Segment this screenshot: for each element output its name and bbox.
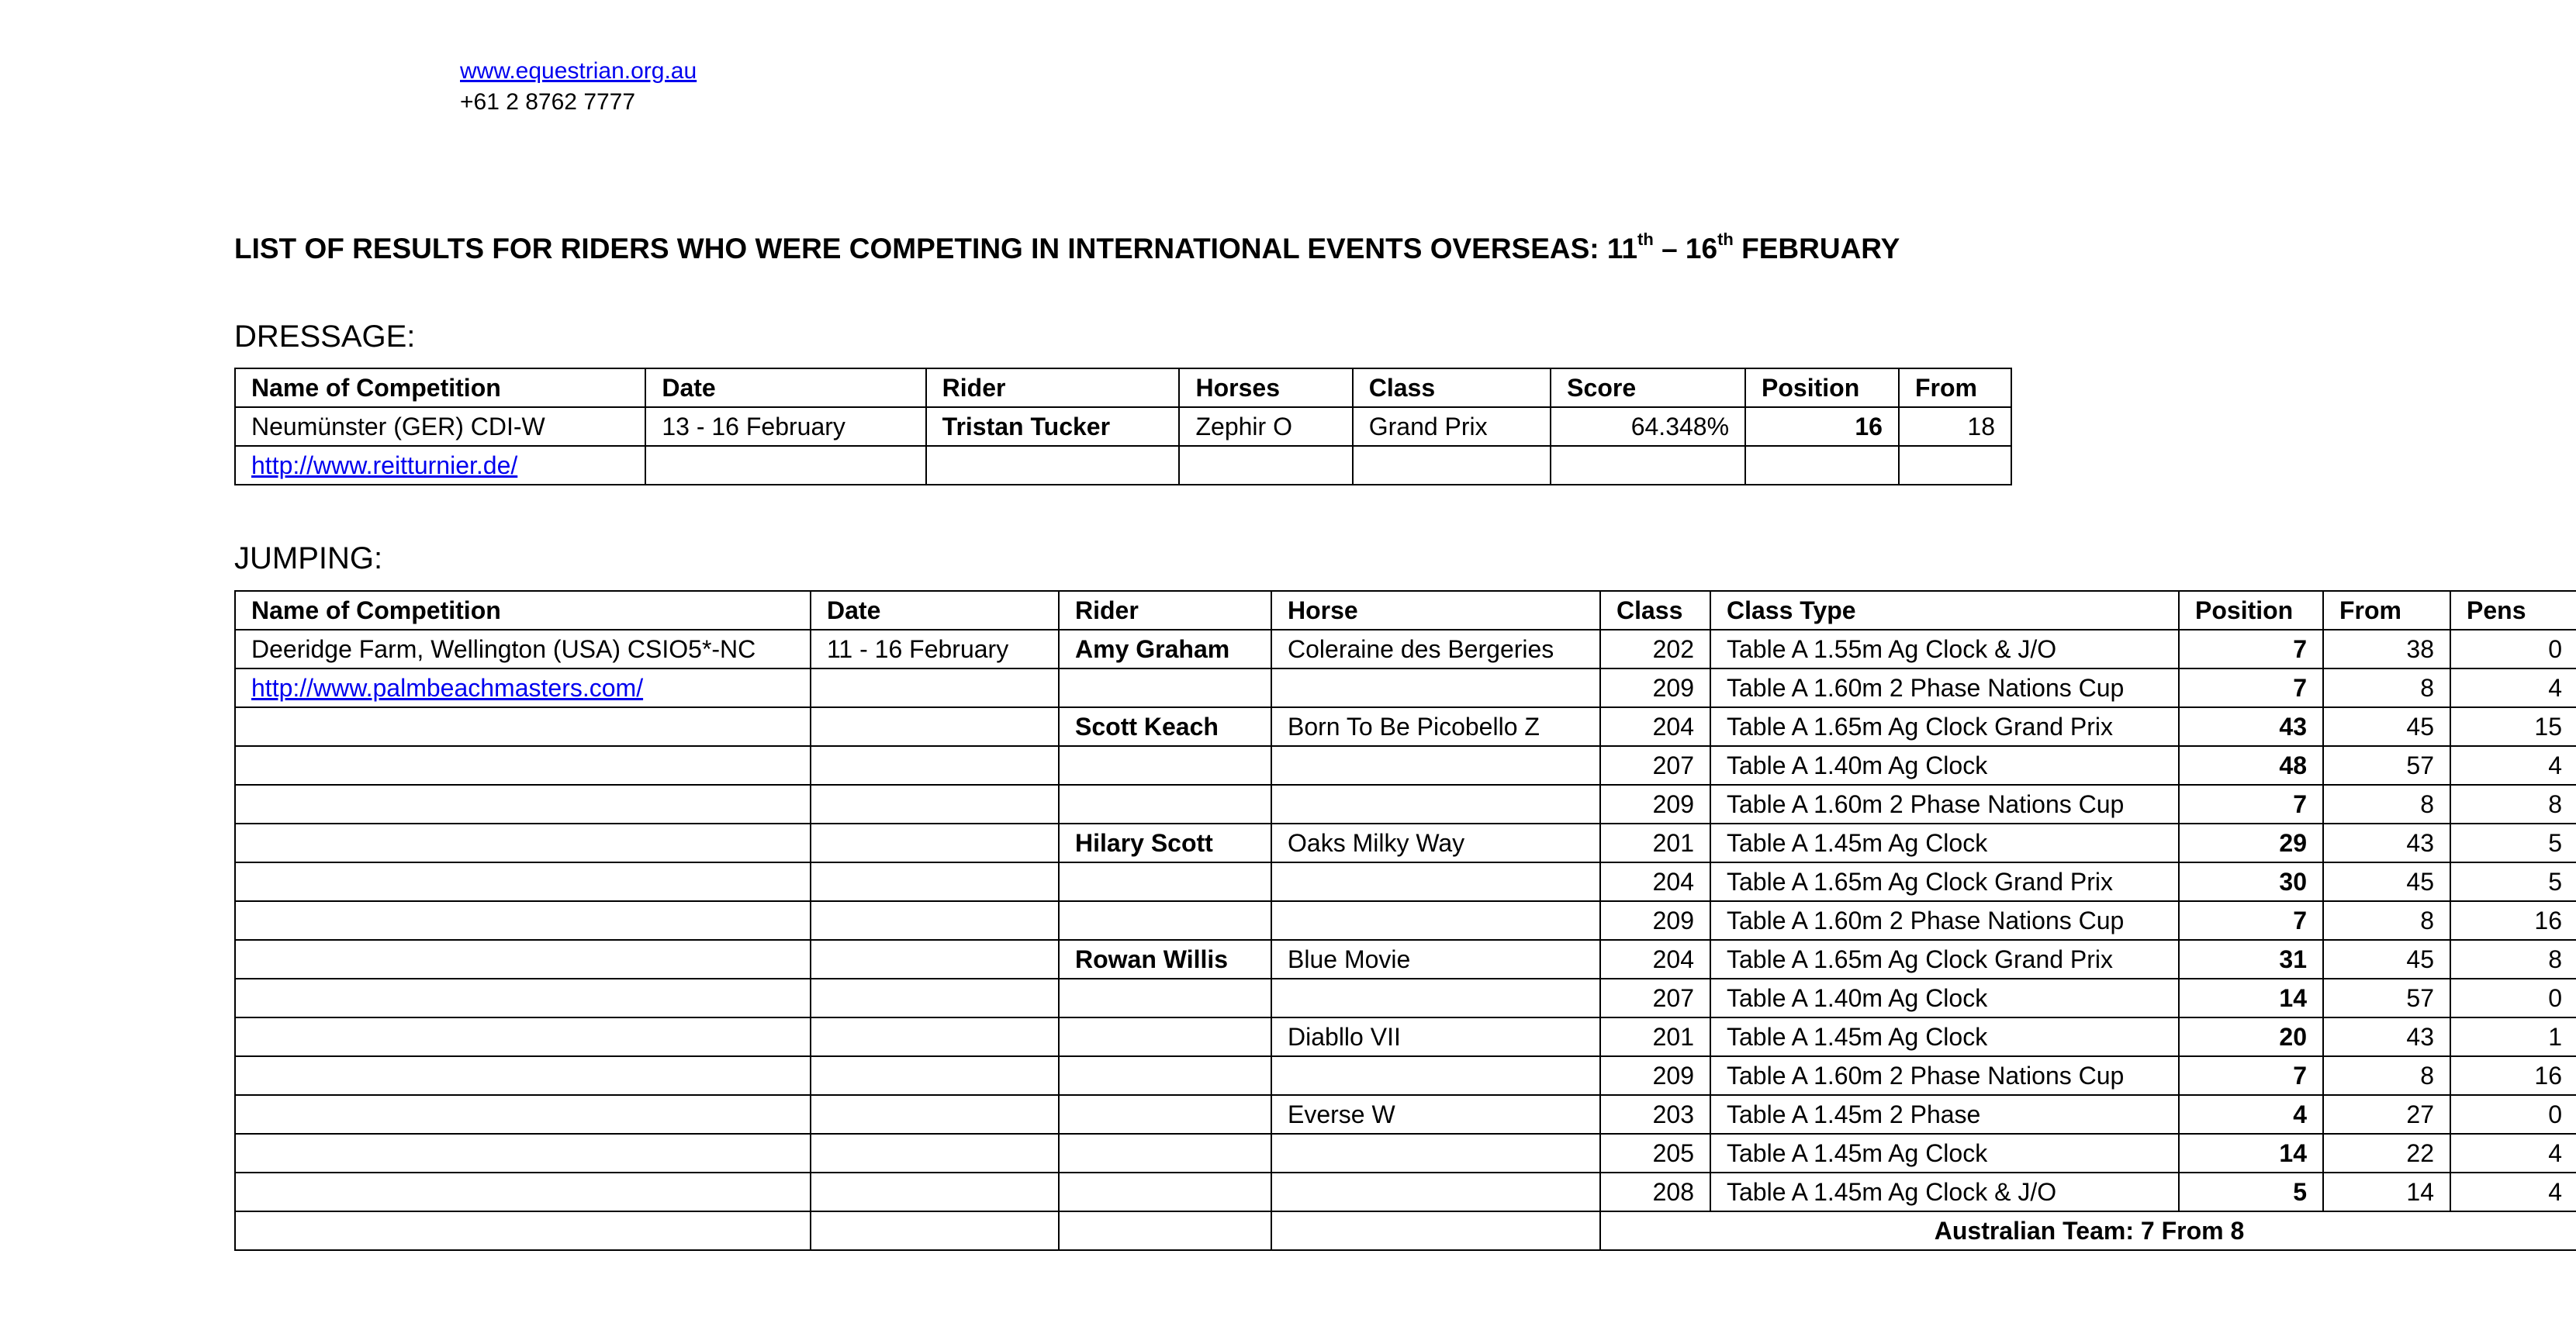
date-cell [811, 1056, 1059, 1095]
title-sup-1: th [1637, 230, 1654, 249]
position-cell: 43 [2179, 707, 2323, 746]
team-result: Australian Team: 7 From 8 [1600, 1211, 2576, 1250]
table-row [235, 901, 2576, 940]
date-cell [811, 901, 1059, 940]
class-type-cell: Table A 1.55m Ag Clock & J/O [1710, 630, 2179, 668]
title-month: FEBRUARY [1733, 233, 1900, 264]
phone-number: +61 2 8762 7777 [460, 89, 636, 115]
competition-link[interactable]: http://www.palmbeachmasters.com/ [251, 673, 644, 702]
pens-cell: 5 [2450, 862, 2576, 901]
jumping-header-row [235, 591, 2576, 630]
from-cell: 14 [2323, 1173, 2450, 1211]
date-cell [811, 862, 1059, 901]
class-type-cell: Table A 1.65m Ag Clock Grand Prix [1710, 862, 2179, 901]
date-cell [811, 1095, 1059, 1134]
empty-cell [1551, 446, 1745, 485]
position-cell: 5 [2179, 1173, 2323, 1211]
date-cell [811, 707, 1059, 746]
from-cell: 27 [2323, 1095, 2450, 1134]
class-cell: 208 [1600, 1173, 1710, 1211]
rider-cell [1059, 668, 1271, 707]
position-cell: 30 [2179, 862, 2323, 901]
competition-cell [235, 824, 811, 862]
class-type-cell: Table A 1.60m 2 Phase Nations Cup [1710, 1056, 2179, 1095]
position-cell: 14 [2179, 1134, 2323, 1173]
from-cell: 18 [1899, 407, 2011, 446]
competition-cell [235, 862, 811, 901]
from-cell: 38 [2323, 630, 2450, 668]
date-cell [811, 1017, 1059, 1056]
table-row [235, 407, 2011, 446]
position-cell: 4 [2179, 1095, 2323, 1134]
class-type-cell: Table A 1.60m 2 Phase Nations Cup [1710, 901, 2179, 940]
table-row [235, 1134, 2576, 1173]
position-cell: 16 [1745, 407, 1899, 446]
horse-cell: Diabllo VII [1271, 1017, 1600, 1056]
rider-cell [1059, 1134, 1271, 1173]
horse-cell [1271, 1134, 1600, 1173]
page-title [234, 230, 1900, 265]
column-header: From [1899, 368, 2011, 407]
class-cell: 209 [1600, 901, 1710, 940]
position-cell: 14 [2179, 979, 2323, 1017]
dressage-table [234, 368, 2012, 485]
from-cell: 22 [2323, 1134, 2450, 1173]
empty-cell [926, 446, 1180, 485]
class-cell: 209 [1600, 668, 1710, 707]
pens-cell: 5 [2450, 824, 2576, 862]
date-cell [811, 746, 1059, 785]
competition-cell [235, 1095, 811, 1134]
horse-cell [1271, 901, 1600, 940]
column-header: From [2323, 591, 2450, 630]
column-header: Horse [1271, 591, 1600, 630]
pens-cell: 8 [2450, 940, 2576, 979]
class-cell: 209 [1600, 785, 1710, 824]
empty-cell [1059, 1211, 1271, 1250]
empty-cell [645, 446, 925, 485]
competition-cell [235, 901, 811, 940]
empty-cell [1271, 1211, 1600, 1250]
rider-cell [1059, 1017, 1271, 1056]
column-header: Pens [2450, 591, 2576, 630]
position-cell: 7 [2179, 630, 2323, 668]
pens-cell: 0 [2450, 630, 2576, 668]
horse-cell: Born To Be Picobello Z [1271, 707, 1600, 746]
position-cell: 7 [2179, 1056, 2323, 1095]
from-cell: 43 [2323, 1017, 2450, 1056]
jumping-heading: JUMPING: [234, 541, 383, 575]
from-cell: 57 [2323, 746, 2450, 785]
column-header: Class [1353, 368, 1551, 407]
dressage-heading: DRESSAGE: [234, 320, 416, 354]
class-cell: 204 [1600, 940, 1710, 979]
pens-cell: 15 [2450, 707, 2576, 746]
horse-cell [1271, 862, 1600, 901]
competition-cell: Deeridge Farm, Wellington (USA) CSIO5*-NC [235, 630, 811, 668]
class-cell: 203 [1600, 1095, 1710, 1134]
position-cell: 31 [2179, 940, 2323, 979]
pens-cell: 16 [2450, 1056, 2576, 1095]
class-type-cell: Table A 1.65m Ag Clock Grand Prix [1710, 707, 2179, 746]
table-row [235, 1095, 2576, 1134]
column-header: Class [1600, 591, 1710, 630]
position-cell: 48 [2179, 746, 2323, 785]
competition-link[interactable]: http://www.reitturnier.de/ [251, 451, 518, 479]
class-type-cell: Table A 1.60m 2 Phase Nations Cup [1710, 668, 2179, 707]
class-type-cell: Table A 1.45m 2 Phase [1710, 1095, 2179, 1134]
date-cell [811, 1134, 1059, 1173]
table-row [235, 940, 2576, 979]
jumping-table [234, 590, 2576, 1251]
empty-cell [1899, 446, 2011, 485]
position-cell: 20 [2179, 1017, 2323, 1056]
table-row [235, 785, 2576, 824]
competition-cell [235, 1173, 811, 1211]
rider-cell: Hilary Scott [1059, 824, 1271, 862]
class-type-cell: Table A 1.40m Ag Clock [1710, 746, 2179, 785]
column-header: Date [645, 368, 925, 407]
table-row [235, 668, 2576, 707]
class-cell: 204 [1600, 862, 1710, 901]
rider-cell [1059, 1056, 1271, 1095]
table-row [235, 979, 2576, 1017]
column-header: Horses [1179, 368, 1352, 407]
position-cell: 7 [2179, 901, 2323, 940]
column-header: Date [811, 591, 1059, 630]
horse-cell [1271, 746, 1600, 785]
website-link[interactable]: www.equestrian.org.au [460, 58, 697, 84]
class-type-cell: Table A 1.45m Ag Clock [1710, 1134, 2179, 1173]
competition-cell [235, 1134, 811, 1173]
class-cell: 204 [1600, 707, 1710, 746]
rider-cell [1059, 979, 1271, 1017]
date-cell [811, 1173, 1059, 1211]
rider-cell: Rowan Willis [1059, 940, 1271, 979]
table-row [235, 746, 2576, 785]
pens-cell: 1 [2450, 1017, 2576, 1056]
pens-cell: 4 [2450, 1134, 2576, 1173]
title-sup-2: th [1717, 230, 1734, 249]
date-cell: 11 - 16 February [811, 630, 1059, 668]
from-cell: 57 [2323, 979, 2450, 1017]
table-row [235, 1173, 2576, 1211]
rider-cell: Amy Graham [1059, 630, 1271, 668]
class-cell: 202 [1600, 630, 1710, 668]
pens-cell: 0 [2450, 979, 2576, 1017]
horse-cell: Coleraine des Bergeries [1271, 630, 1600, 668]
from-cell: 43 [2323, 824, 2450, 862]
column-header: Class Type [1710, 591, 2179, 630]
class-type-cell: Table A 1.45m Ag Clock [1710, 1017, 2179, 1056]
competition-cell [235, 785, 811, 824]
competition-cell [235, 1056, 811, 1095]
position-cell: 29 [2179, 824, 2323, 862]
competition-cell [235, 668, 811, 707]
date-cell [811, 940, 1059, 979]
table-row [235, 824, 2576, 862]
rider-cell [1059, 1173, 1271, 1211]
rider-cell: Scott Keach [1059, 707, 1271, 746]
class-cell: 207 [1600, 746, 1710, 785]
rider-cell: Tristan Tucker [926, 407, 1180, 446]
empty-cell [1745, 446, 1899, 485]
rider-cell [1059, 862, 1271, 901]
rider-cell [1059, 746, 1271, 785]
horse-cell [1271, 1173, 1600, 1211]
rider-cell [1059, 901, 1271, 940]
class-cell: 207 [1600, 979, 1710, 1017]
pens-cell: 16 [2450, 901, 2576, 940]
date-cell [811, 824, 1059, 862]
class-type-cell: Table A 1.45m Ag Clock & J/O [1710, 1173, 2179, 1211]
column-header: Rider [926, 368, 1180, 407]
position-cell: 7 [2179, 785, 2323, 824]
pens-cell: 4 [2450, 746, 2576, 785]
competition-link-cell [235, 446, 645, 485]
horse-cell [1271, 979, 1600, 1017]
class-cell: 201 [1600, 1017, 1710, 1056]
position-cell: 7 [2179, 668, 2323, 707]
table-row [235, 446, 2011, 485]
column-header: Rider [1059, 591, 1271, 630]
title-dash: – 16 [1653, 233, 1718, 264]
empty-cell [235, 1211, 811, 1250]
class-type-cell: Table A 1.40m Ag Clock [1710, 979, 2179, 1017]
from-cell: 45 [2323, 862, 2450, 901]
column-header: Name of Competition [235, 591, 811, 630]
competition-cell [235, 979, 811, 1017]
competition-cell [235, 1017, 811, 1056]
table-row [235, 1017, 2576, 1056]
date-cell: 13 - 16 February [645, 407, 925, 446]
empty-cell [1179, 446, 1352, 485]
date-cell [811, 785, 1059, 824]
rider-cell [1059, 785, 1271, 824]
horse-cell: Zephir O [1179, 407, 1352, 446]
pens-cell: 4 [2450, 1173, 2576, 1211]
from-cell: 8 [2323, 901, 2450, 940]
column-header: Score [1551, 368, 1745, 407]
class-cell: 201 [1600, 824, 1710, 862]
competition-cell: Neumünster (GER) CDI-W [235, 407, 645, 446]
title-text: LIST OF RESULTS FOR RIDERS WHO WERE COMPETING IN INTERNATIONAL EVENTS OVERSEAS: 11 [234, 233, 1638, 264]
column-header: Position [1745, 368, 1899, 407]
horse-cell [1271, 668, 1600, 707]
date-cell [811, 979, 1059, 1017]
team-result-row [235, 1211, 2576, 1250]
from-cell: 8 [2323, 1056, 2450, 1095]
competition-cell [235, 940, 811, 979]
class-cell: 205 [1600, 1134, 1710, 1173]
table-row [235, 630, 2576, 668]
dressage-header-row [235, 368, 2011, 407]
date-cell [811, 668, 1059, 707]
from-cell: 45 [2323, 707, 2450, 746]
empty-cell [1353, 446, 1551, 485]
horse-cell: Blue Movie [1271, 940, 1600, 979]
horse-cell: Everse W [1271, 1095, 1600, 1134]
empty-cell [811, 1211, 1059, 1250]
table-row [235, 862, 2576, 901]
rider-cell [1059, 1095, 1271, 1134]
competition-cell [235, 746, 811, 785]
column-header: Name of Competition [235, 368, 645, 407]
class-type-cell: Table A 1.60m 2 Phase Nations Cup [1710, 785, 2179, 824]
horse-cell: Oaks Milky Way [1271, 824, 1600, 862]
pens-cell: 8 [2450, 785, 2576, 824]
competition-cell [235, 707, 811, 746]
class-type-cell: Table A 1.45m Ag Clock [1710, 824, 2179, 862]
from-cell: 8 [2323, 785, 2450, 824]
column-header: Position [2179, 591, 2323, 630]
horse-cell [1271, 785, 1600, 824]
class-type-cell: Table A 1.65m Ag Clock Grand Prix [1710, 940, 2179, 979]
pens-cell: 0 [2450, 1095, 2576, 1134]
from-cell: 45 [2323, 940, 2450, 979]
class-cell: Grand Prix [1353, 407, 1551, 446]
pens-cell: 4 [2450, 668, 2576, 707]
table-row [235, 707, 2576, 746]
from-cell: 8 [2323, 668, 2450, 707]
score-cell: 64.348% [1551, 407, 1745, 446]
horse-cell [1271, 1056, 1600, 1095]
class-cell: 209 [1600, 1056, 1710, 1095]
table-row [235, 1056, 2576, 1095]
